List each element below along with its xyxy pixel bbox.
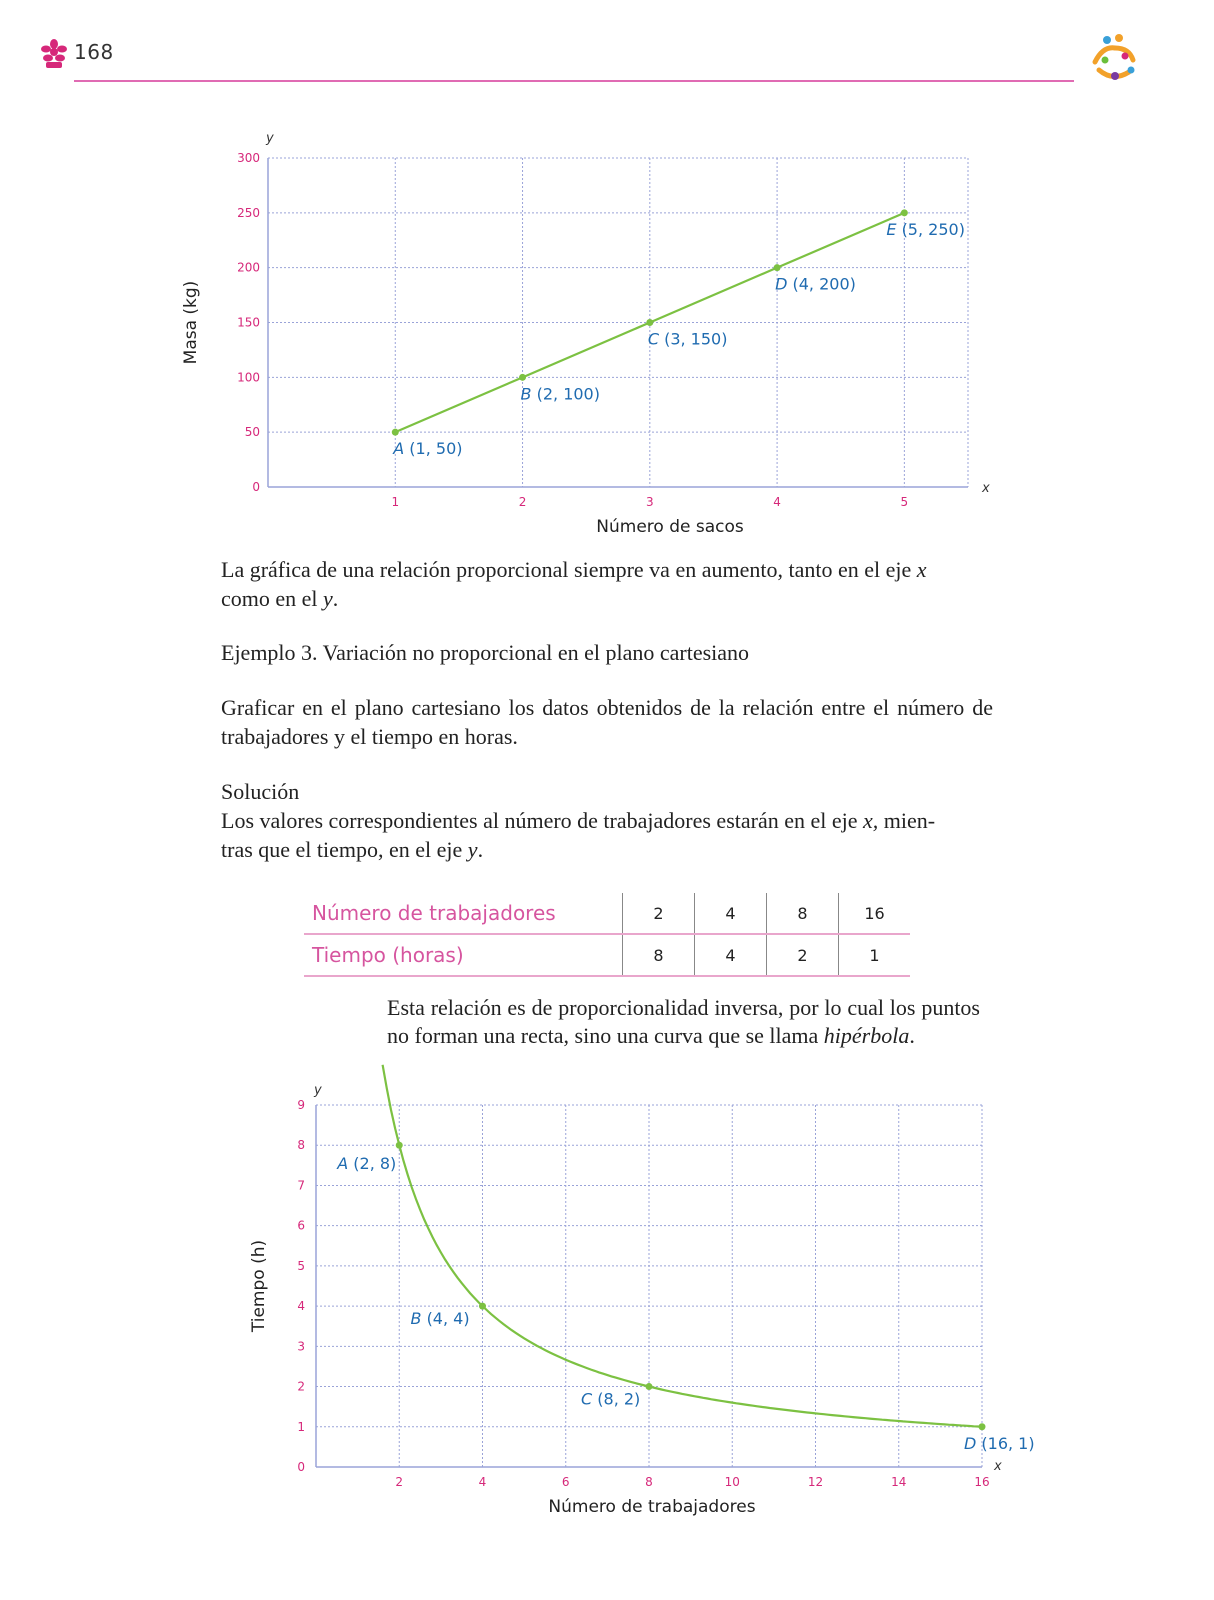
y-tick-label: 9 (297, 1098, 305, 1112)
data-point (396, 1142, 403, 1149)
series-curve (383, 1065, 982, 1427)
p3-var-y: y (467, 837, 478, 862)
x-tick-label: 3 (645, 495, 654, 509)
paragraph-proportional-note (221, 555, 993, 613)
data-point (646, 1383, 653, 1390)
table-cell: 8 (767, 893, 839, 934)
paragraph-instruction: Graficar en el plano cartesiano los datos obtenidos de la relación entre el número de trabajadores y el tiempo en horas. (221, 695, 993, 749)
point-name: A (337, 1154, 354, 1174)
point-name: A (393, 439, 410, 459)
x-tick-label: 10 (724, 1475, 740, 1489)
point-coords: (5, 250) (901, 219, 965, 239)
x-axis-letter: x (994, 1459, 1002, 1474)
y-tick-label: 7 (297, 1178, 305, 1193)
y-tick-label: 300 (237, 151, 260, 165)
table-row (304, 934, 910, 976)
y-tick-label: 5 (297, 1258, 305, 1273)
row-header-time: Tiempo (horas) (304, 934, 623, 976)
y-axis-title: Tiempo (h) (249, 1239, 269, 1333)
p3-text-c: tras que el tiempo, en el eje (221, 837, 468, 862)
y-tick-label: 200 (237, 260, 260, 275)
p1-text-c: . (332, 586, 339, 611)
workers-time-table (304, 893, 910, 977)
point-name: B (520, 384, 537, 404)
proportional-chart (0, 0, 1214, 540)
point-label (964, 1434, 1035, 1453)
y-tick-label: 2 (297, 1379, 305, 1394)
x-tick-label: 2 (395, 1475, 404, 1489)
x-axis-title: Número de trabajadores (548, 1497, 756, 1517)
y-axis-title: Masa (kg) (181, 280, 201, 365)
point-label (886, 220, 965, 239)
point-name: B (410, 1309, 427, 1329)
p3-var-x: x, (863, 808, 879, 833)
point-label (392, 439, 462, 458)
y-tick-label: 0 (252, 480, 260, 494)
page-number: 168 (74, 40, 114, 64)
y-tick-label: 150 (237, 315, 260, 330)
p1-var-y: y (323, 586, 333, 611)
data-point (979, 1423, 986, 1430)
data-point (901, 209, 908, 216)
y-tick-label: 100 (237, 370, 260, 385)
point-name: C (581, 1389, 598, 1409)
paragraph-solution (221, 806, 993, 864)
p1-var-x: x (916, 557, 927, 582)
x-tick-label: 14 (891, 1475, 907, 1489)
point-coords: (2, 100) (536, 384, 600, 404)
x-tick-label: 2 (518, 495, 527, 509)
table-cell: 2 (623, 893, 695, 934)
table-cell: 2 (767, 934, 839, 976)
point-label (411, 1309, 470, 1328)
x-tick-label: 8 (645, 1475, 653, 1489)
y-tick-label: 50 (244, 425, 260, 440)
x-axis-letter: x (982, 481, 990, 496)
point-coords: (8, 2) (597, 1389, 641, 1409)
point-coords: (4, 200) (792, 274, 856, 294)
point-label (648, 330, 728, 349)
data-point (774, 264, 781, 271)
point-coords: (2, 8) (353, 1154, 397, 1174)
x-tick-label: 6 (561, 1475, 570, 1489)
p4-text-b: . (909, 1023, 915, 1048)
table-cell: 8 (623, 934, 695, 976)
point-label (521, 384, 600, 403)
p4-text-a: Esta relación es de proporcionalidad inversa, por lo cual los puntos no forman una recta, sino una curva que se llama (387, 995, 980, 1048)
paragraph-inverse-note (387, 994, 980, 1050)
row-header-workers: Número de trabajadores (304, 893, 623, 934)
y-axis-letter: y (314, 1083, 322, 1098)
table-cell: 16 (839, 893, 911, 934)
y-axis-letter: y (266, 131, 274, 146)
y-tick-label: 4 (297, 1299, 305, 1314)
point-label (581, 1390, 640, 1409)
x-tick-label: 16 (974, 1475, 990, 1489)
point-name: C (647, 329, 665, 349)
point-coords: (4, 4) (426, 1309, 470, 1329)
x-tick-label: 1 (391, 495, 400, 509)
data-point (392, 429, 399, 436)
x-axis-title: Número de sacos (596, 517, 744, 537)
point-coords: (16, 1) (981, 1433, 1035, 1453)
solution-heading: Solución (221, 779, 300, 804)
x-tick-label: 4 (478, 1475, 487, 1489)
p4-term-hyperbola: hipérbola (823, 1023, 910, 1048)
p3-text-b: mien- (878, 808, 936, 833)
y-tick-label: 3 (297, 1339, 305, 1354)
data-point (646, 319, 653, 326)
p1-text-b: como en el (221, 586, 324, 611)
point-label (775, 275, 856, 294)
y-tick-label: 0 (297, 1460, 305, 1474)
table-cell: 4 (695, 893, 767, 934)
y-tick-label: 250 (237, 205, 260, 220)
x-tick-label: 4 (773, 495, 781, 509)
x-tick-label: 12 (807, 1475, 824, 1489)
table-row (304, 893, 910, 934)
point-name: D (775, 274, 793, 294)
y-tick-label: 8 (297, 1138, 305, 1153)
point-coords: (1, 50) (409, 439, 463, 459)
x-tick-label: 5 (900, 495, 909, 509)
point-name: D (964, 1433, 982, 1453)
example-heading: Ejemplo 3. Variación no proporcional en el plano cartesiano (221, 640, 750, 665)
p3-text-a: Los valores correspondientes al número de trabajadores estarán en el eje (221, 808, 864, 833)
y-tick-label: 1 (297, 1419, 305, 1434)
table-cell: 1 (839, 934, 911, 976)
point-name: E (886, 219, 902, 239)
table-cell: 4 (695, 934, 767, 976)
y-tick-label: 6 (297, 1218, 305, 1233)
point-label (336, 1154, 396, 1173)
p3-text-d: . (477, 837, 484, 862)
p1-text-a: La gráfica de una relación proporcional siempre va en aumento, tanto en el eje (221, 557, 917, 582)
data-point (519, 374, 526, 381)
data-point (479, 1303, 486, 1310)
point-coords: (3, 150) (664, 329, 728, 349)
